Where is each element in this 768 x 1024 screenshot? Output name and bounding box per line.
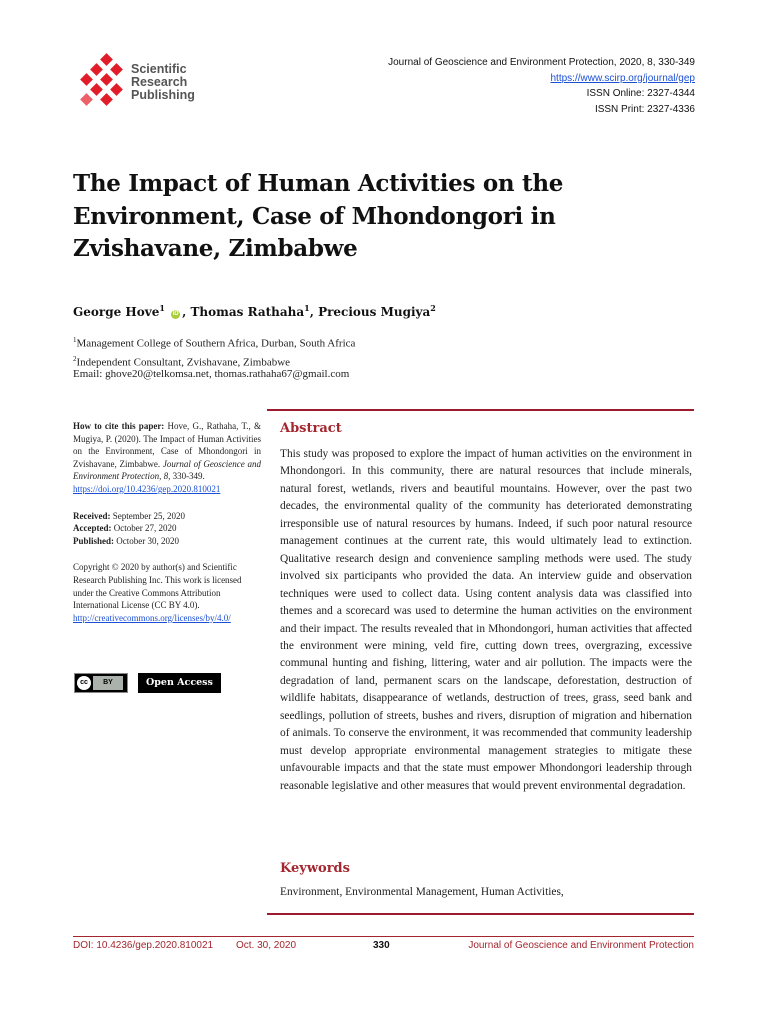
dates-block (73, 510, 261, 548)
author-list: George Hove$^1$ iD , Thomas Rathaha$^1$, Precious Mugiya$^2$ (73, 303, 436, 319)
abstract-text: This study was proposed to explore the impact of human activities on the environment in Mhondongori. In this community, there are natural resources that include minerals, natural forest, wetlands, rivers and beautiful mountains. However, over the past two decades, the environmental quality of the community has deteriorated demonstrating irresponsible use of natural resources by humans. Indeed, if such poor natural resource management continues at the current rate, this would ultimately lead to extinction. Qualitative research design and convenience sampling methods were used. The study involved six participants who provided the data. An interview guide and observation techniques were used to collect data. Using content analysis data was classified into themes and a scorecard was used to determine the human activities on the environment and their impact. The results revealed that in Mhondongori, human activities that affected the environment were mining, veld fire, cutting down trees, overgrazing, excessive communal hunting and fishing, littering, water and air pollution. The impacts were the degradation of land, permanent scars on the landscape, deforestation, destruction of wildlife habitats, disappearance of wetlands, destruction of trees, grass, seed bank and seedlings, pollution of streets, bushes and rivers, disruption of migration and hibernation of animals. To conserve the environment, it was recommended that community leadership must develop appropriate environmental management strategies to mitigate these unfavourable impacts and that the state must empower Mhondongori leadership through reasonable legislative and other measures that would prevent environmental degradation. (280, 448, 692, 792)
footer-journal: Journal of Geoscience and Environment Protection (468, 940, 694, 951)
author-affil-sup: 1 (159, 303, 165, 313)
keywords-bottom-rule (267, 913, 694, 915)
abstract-heading: Abstract (280, 421, 342, 436)
affiliation-text: Management College of Southern Africa, Durban, South Africa (76, 337, 356, 350)
accepted-row (73, 522, 261, 535)
affil-sup: 2 (73, 354, 77, 363)
cite-journal: Journal of Geoscience and Environment Protection, 8, (73, 458, 261, 482)
page-number: 330 (373, 940, 390, 951)
publisher-name-line: Scientific (131, 62, 187, 76)
journal-citation: Journal of Geoscience and Environment Protection, 2020, 8, 330-349 (388, 57, 695, 68)
footer-doi: DOI: 10.4236/gep.2020.810021 (73, 940, 214, 951)
issn-print: ISSN Print: 2327-4336 (594, 103, 695, 115)
article-title: The Impact of Human Activities on the Environment, Case of Mhondongori in Zvishavane, Zimbabwe (73, 170, 564, 262)
cite-label: How to cite this paper: (73, 421, 165, 431)
affiliations (73, 333, 355, 370)
affil-sup: 1 (73, 336, 77, 344)
published-label: Published: (73, 535, 115, 546)
cite-text: Hove, G., Rathaha, T., & Mugiya, P. (2020). The Impact of Human Activities on the Environment, Case of Mhondongori in Zvishavane, Zimbabwe. (73, 421, 261, 469)
keywords-heading: Keywords (280, 861, 350, 876)
by-icon: BY (93, 676, 123, 690)
accepted-label: Accepted: (73, 523, 112, 534)
copyright-text: Copyright © 2020 by author(s) and Scientific Research Publishing Inc. This work is licensed under the Creative Commons Attribution International License (CC BY 4.0). (73, 562, 242, 611)
author-email: Email: ghove20@telkomsa.net, thomas.rathaha67@gmail.com (73, 368, 350, 380)
publisher-name (131, 63, 195, 102)
received-row (73, 510, 261, 523)
author-name: Precious Mugiya (318, 305, 431, 319)
footer-date: Oct. 30, 2020 (236, 940, 297, 951)
license-link[interactable]: http://creativecommons.org/licenses/by/4.0/ (73, 612, 231, 623)
author-name: George Hove (73, 305, 160, 319)
issn-online: ISSN Online: 2327-4344 (586, 88, 695, 99)
footer-rule (73, 936, 694, 937)
published-date: October 30, 2020 (116, 535, 180, 546)
author-name: Thomas Rathaha (190, 305, 305, 319)
author-affil-sup: 1 (304, 303, 310, 313)
received-date: September 25, 2020 (112, 510, 185, 521)
citation-block (73, 420, 261, 496)
cc-icon: cc (77, 676, 91, 690)
open-access-badge[interactable]: Open Access (138, 673, 221, 693)
keywords-text: Environment, Environmental Management, Human Activities, (280, 886, 564, 898)
abstract-top-rule (267, 409, 694, 411)
publisher-logo (74, 53, 130, 109)
doi-link[interactable]: https://doi.org/10.4236/gep.2020.810021 (73, 483, 221, 494)
sidebar-info (73, 420, 261, 624)
license-badges (74, 673, 221, 693)
affiliation-item (73, 333, 355, 352)
publisher-name-line: Publishing (131, 88, 195, 102)
cc-by-badge[interactable] (74, 673, 128, 693)
author-affil-sup: 2 (430, 303, 436, 313)
publisher-name-line: Research (131, 75, 188, 89)
affiliation-text: Independent Consultant, Zvishavane, Zimbabwe (76, 356, 291, 369)
journal-header (388, 55, 695, 117)
orcid-icon[interactable]: iD (172, 311, 179, 317)
received-label: Received: (73, 510, 111, 521)
copyright-block (73, 561, 261, 624)
published-row (73, 535, 261, 548)
journal-url-link[interactable]: https://www.scirp.org/journal/gep (550, 72, 695, 84)
accepted-date: October 27, 2020 (113, 523, 177, 534)
cite-pages: 330-349. (172, 471, 205, 482)
